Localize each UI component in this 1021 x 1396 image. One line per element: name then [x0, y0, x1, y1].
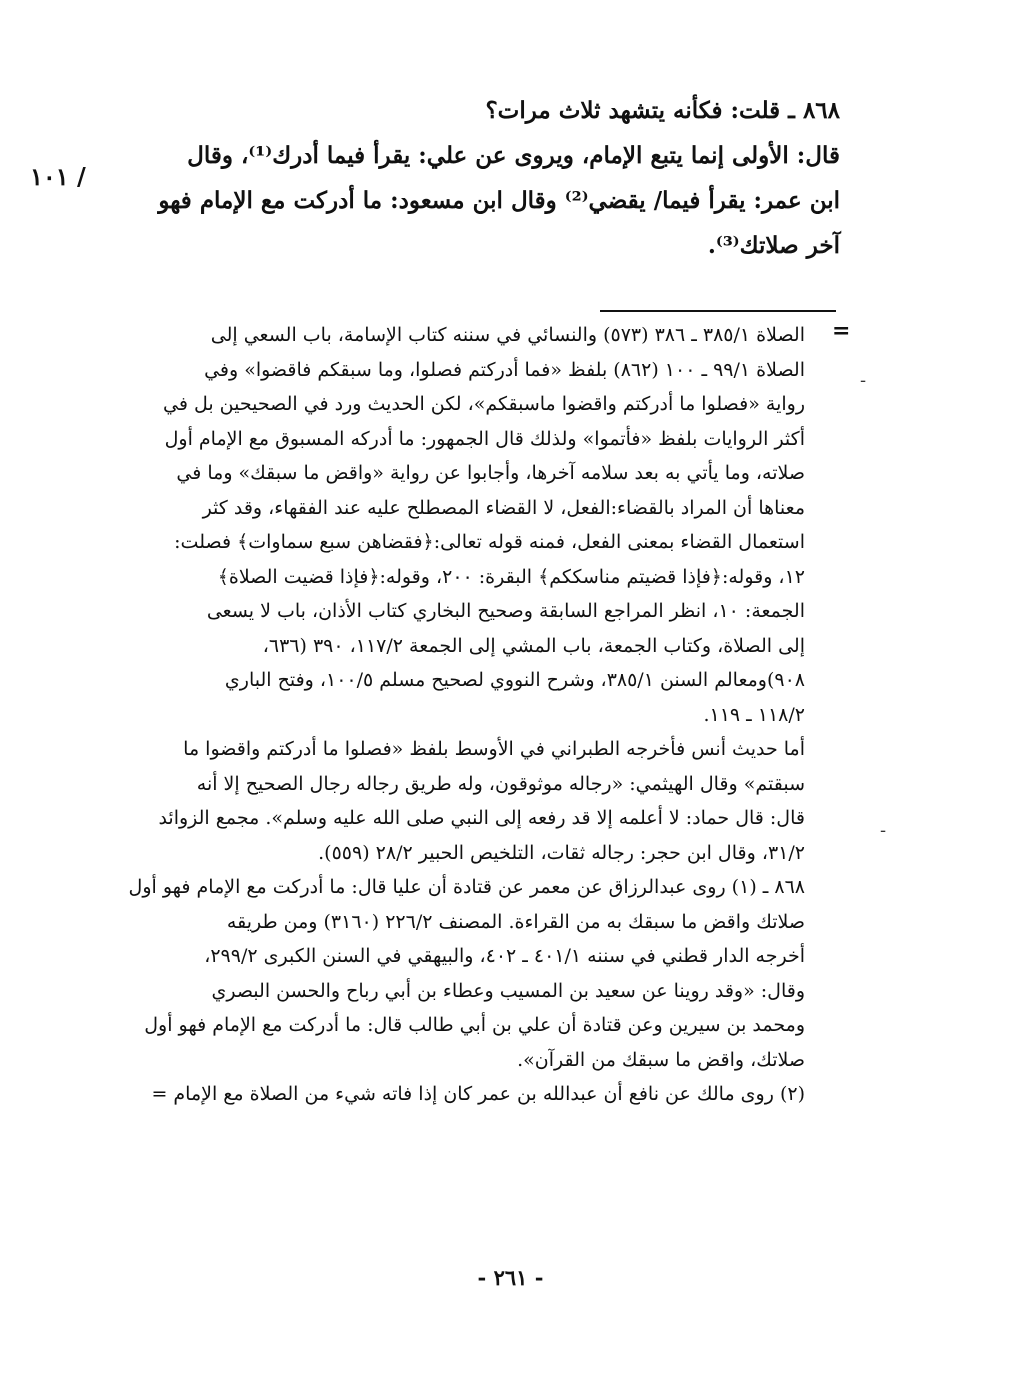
footnote-line: صلاتك، واقض ما سبقك من القرآن». [517, 1048, 805, 1071]
footnote-anas [105, 732, 805, 870]
footnote-1 [105, 870, 805, 1077]
margin-tick: - [880, 820, 887, 841]
footnote-line: صلاته، وما يأتي به بعد سلامه آخرها، وأجابوا عن رواية «واقض ما سبقك» وما في [176, 462, 805, 484]
footnote-line: ٩٠٨)ومعالم السنن ٣٨٥/١، وشرح النووي لصحيح مسلم ١٠٠/٥، وفتح الباري [224, 669, 805, 691]
footnote-continued [105, 318, 805, 732]
footnote-line: سبقتم» وقال الهيثمي: «رجاله موثوقون، وله طريق رجاله رجال الصحيح إلا أنه [196, 772, 805, 795]
main-text [140, 88, 840, 268]
footnote-line: قال: قال حماد: لا أعلمه إلا قد رفعه إلى النبي صلى الله عليه وسلم». مجمع الزوائد [158, 807, 805, 829]
footnote-line: أما حديث أنس فأخرجه الطبراني في الأوسط بلفظ «فصلوا ما أدركتم واقضوا ما [183, 738, 805, 760]
footnote-divider [600, 310, 836, 312]
footnote-line: ٨٦٨ ـ (١) روى عبدالرزاق عن معمر عن قتادة أن عليا قال: ما أدركت مع الإمام فهو أول [128, 876, 805, 898]
footnote-line: إلى الصلاة، وكتاب الجمعة، باب المشي إلى الجمعة ١١٧/٢، ٣٩٠ (٦٣٦، [262, 634, 805, 657]
footnote-line: صلاتك واقض ما سبقك به من القراءة. المصنف ٢٢٦/٢ (٣١٦٠) ومن طريقه [226, 910, 805, 933]
footnote-line: ١١٨/٢ ـ ١١٩. [703, 703, 805, 726]
footnote-line: وقال: «وقد روينا عن سعيد بن المسيب وعطاء بن أبي رباح والحسن البصري [211, 979, 805, 1002]
main-line: آخر صلاتك⁽³⁾. [707, 232, 840, 259]
main-line-question: ٨٦٨ ـ قلت: فكأنه يتشهد ثلاث مرات؟ [485, 97, 840, 124]
footnote-line: الجمعة: ١٠، انظر المراجع السابقة وصحيح البخاري كتاب الأذان، باب لا يسعى [206, 600, 805, 622]
margin-tick: - [860, 370, 867, 391]
continuation-mark: = [832, 318, 851, 344]
footnote-line: ومحمد بن سيرين وعن قتادة أن علي بن أبي طالب قال: ما أدركت مع الإمام فهو أول [144, 1014, 805, 1036]
footnote-line: معناها أن المراد بالقضاء:الفعل، لا القضاء المصطلح عليه عند الفقهاء، وقد كثر [202, 496, 805, 519]
main-line: قال: الأولى إنما يتبع الإمام، ويروى عن علي: يقرأ فيما أدرك⁽¹⁾، وقال [187, 142, 840, 169]
footnotes [105, 318, 805, 1112]
footnote-line: الصلاة ٣٨٥/١ ـ ٣٨٦ (٥٧٣) والنسائي في سننه كتاب الإسامة، باب السعي إلى [210, 324, 805, 346]
footnote-line: ٣١/٢، وقال ابن حجر: رجاله ثقات، التلخيص الحبير ٢٨/٢ (٥٥٩). [318, 841, 805, 864]
footnote-line: رواية «فصلوا ما أدركتم واقضوا ماسبقكم»، لكن الحديث ورد في الصحيحين بل في [162, 393, 805, 415]
manuscript-folio-ref: / ١٠١ [30, 162, 86, 191]
footnote-line: (٢) روى مالك عن نافع أن عبدالله بن عمر كان إذا فاته شيء من الصلاة مع الإمام = [151, 1083, 805, 1105]
footnote-line: أخرجه الدار قطني في سننه ٤٠١/١ ـ ٤٠٢، والبيهقي في السنن الكبرى ٢٩٩/٢، [204, 945, 805, 967]
footnote-line: الصلاة ٩٩/١ ـ ١٠٠ (٨٦٢) بلفظ «فما أدركتم فصلوا، وما سبقكم فاقضوا» وفي [204, 358, 805, 381]
page-number: - ٢٦١ - [477, 1265, 544, 1290]
footnote-line: استعمال القضاء بمعنى الفعل، فمنه قوله تعالى:﴿فقضاهن سبع سماوات﴾ فصلت: [174, 531, 805, 553]
footnote-2 [105, 1077, 805, 1112]
main-line: ابن عمر: يقرأ فيما/ يقضي⁽²⁾ وقال ابن مسعود: ما أدركت مع الإمام فهو [158, 187, 840, 214]
footnote-line: أكثر الروايات بلفظ «فأتموا» ولذلك قال الجمهور: ما أدركه المسبوق مع الإمام أول [164, 427, 805, 450]
footnote-line: ١٢، وقوله:﴿فإذا قضيتم مناسككم﴾ البقرة: ٢٠٠، وقوله:﴿فإذا قضيت الصلاة﴾ [217, 565, 805, 588]
